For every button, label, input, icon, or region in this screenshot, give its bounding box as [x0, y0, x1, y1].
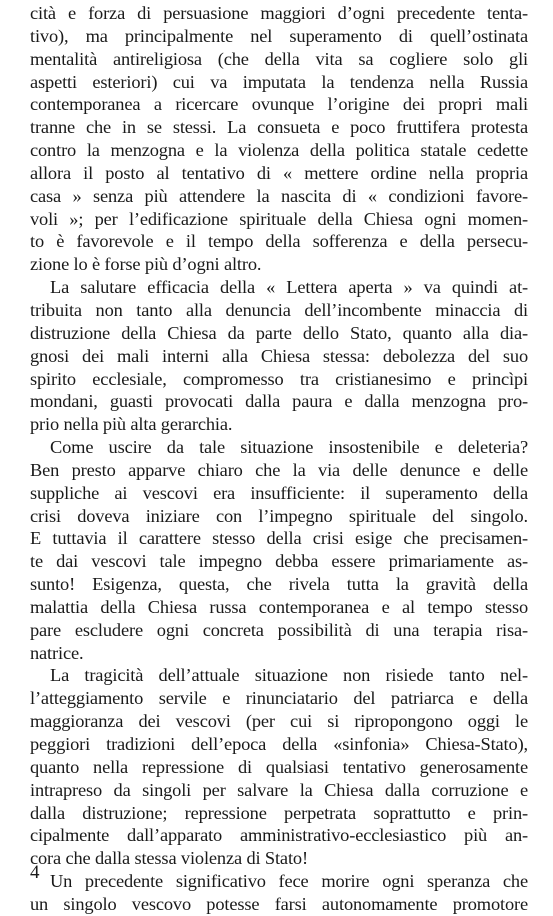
- text-line: maggioranza dei vescovi (per cui si ripropongono oggi le: [30, 711, 528, 732]
- text-line: cora che dalla stessa violenza di Stato!: [30, 848, 308, 869]
- text-line: Un precedente significativo fece morire ogni speranza che: [50, 871, 528, 892]
- text-line: aspetti esteriori) cui va imputata la tendenza nella Russia: [30, 71, 528, 92]
- text-line: voli »; per l’edificazione spirituale della Chiesa ogni momen-: [30, 208, 528, 229]
- text-line: allora il posto al tentativo di « mettere ordine nella propria: [30, 162, 528, 183]
- text-line: tivo), ma principalmente nel superamento di quell’ostinata: [30, 25, 528, 46]
- text-line: Ben presto apparve chiaro che la via delle denunce e delle: [30, 459, 528, 480]
- text-line: tribuita non tanto alla denuncia dell’incombente minaccia di: [30, 299, 528, 320]
- text-line: un singolo vescovo potesse farsi autonomamente promotore: [30, 893, 528, 914]
- text-line: malattia della Chiesa russa contemporanea e al tempo stesso: [30, 596, 528, 617]
- text-line: mondani, guasti provocati dalla paura e dalla menzogna pro-: [30, 391, 528, 412]
- text-line: tranne che in se stessi. La consueta e poco fruttifera protesta: [30, 117, 528, 138]
- text-line: distruzione della Chiesa da parte dello Stato, quanto alla dia-: [30, 322, 528, 343]
- text-line: sunto! Esigenza, questa, che rivela tutta la gravità della: [30, 574, 528, 595]
- text-line: Come uscire da tale situazione insostenibile e deleteria?: [50, 437, 528, 458]
- text-line: E tuttavia il carattere stesso della crisi esige che precisamen-: [30, 528, 528, 549]
- text-line: pare escludere ogni concreta possibilità di una terapia risa-: [30, 619, 528, 640]
- text-line: gnosi dei mali interni alla Chiesa stessa: debolezza del suo: [30, 345, 528, 366]
- text-line: intrapreso da singoli per salvare la Chiesa dalla corruzione e: [30, 779, 528, 800]
- text-line: crisi doveva iniziare con l’impegno spirituale del singolo.: [30, 505, 528, 526]
- text-line: te dai vescovi tale impegno debba essere primariamente as-: [30, 551, 528, 572]
- text-line: prio nella più alta gerarchia.: [30, 414, 233, 435]
- text-line: to è favorevole e il tempo della sofferenza e della persecu-: [30, 231, 528, 252]
- text-line: quanto nella repressione di qualsiasi tentativo generosamente: [30, 756, 528, 777]
- text-line: casa » senza più attendere la nascita di « condizioni favore-: [30, 185, 528, 206]
- text-line: La tragicità dell’attuale situazione non risiede tanto nel-: [50, 665, 528, 686]
- page-number: 4: [30, 862, 40, 883]
- text-line: cipalmente dall’apparato amministrativo-ecclesiastico più an-: [30, 825, 528, 846]
- text-line: mentalità antireligiosa (che della vita sa cogliere solo gli: [30, 48, 528, 69]
- text-line: peggiori tradizioni dell’epoca della «sinfonia» Chiesa-Stato),: [30, 734, 528, 754]
- text-line: cità e forza di persuasione maggiori d’ogni precedente tenta-: [30, 3, 528, 23]
- text-line: zione lo è forse più d’ogni altro.: [30, 254, 262, 275]
- text-line: l’atteggiamento servile e rinunciatario del patriarca e della: [30, 688, 528, 709]
- text-line: contro la menzogna e la violenza della politica statale cedette: [30, 140, 528, 161]
- text-line: contemporanea a ricercare ovunque l’origine dei propri mali: [30, 94, 528, 115]
- text-line: suppliche ai vescovi era insufficiente: il superamento della: [30, 482, 528, 503]
- text-line: La salutare efficacia della « Lettera aperta » va quindi at-: [50, 277, 528, 298]
- text-line: natrice.: [30, 642, 84, 663]
- text-line: dalla distruzione; repressione perpetrata soprattutto e prin-: [30, 802, 528, 823]
- text-line: spirito ecclesiale, compromesso tra cristianesimo e princìpi: [30, 368, 528, 389]
- body-text: [30, 2, 528, 916]
